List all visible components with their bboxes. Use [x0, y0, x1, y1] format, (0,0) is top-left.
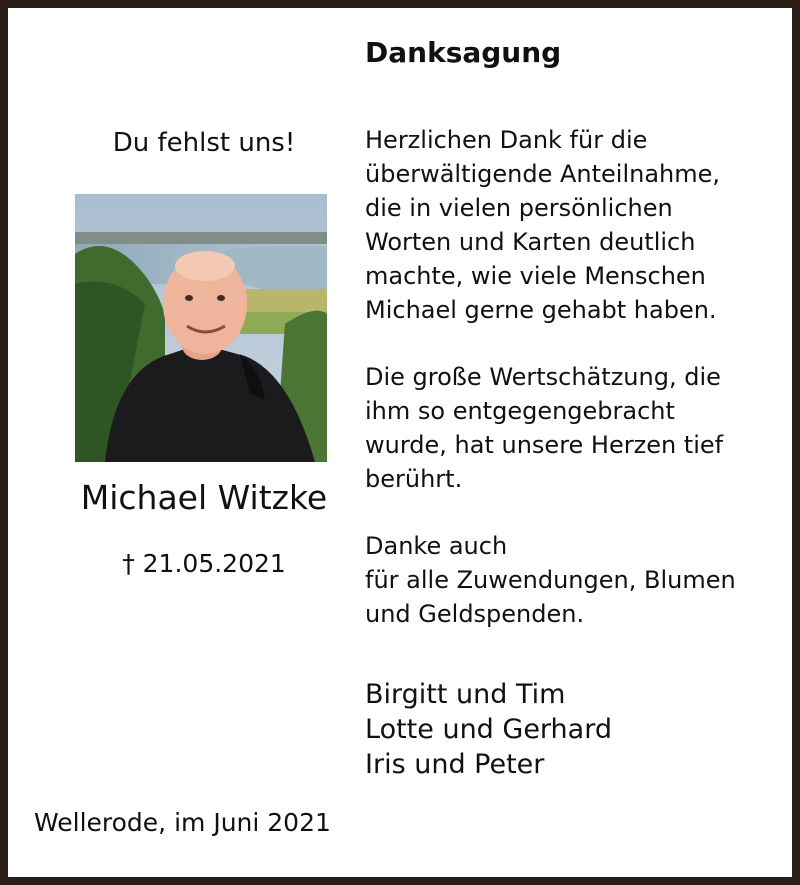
paragraph-donations — [365, 529, 736, 631]
text-line: für alle Zuwendungen, Blumen — [365, 566, 736, 594]
text-line: die in vielen persönlichen — [365, 194, 673, 222]
signature-line: Iris und Peter — [365, 749, 545, 780]
paragraph-appreciation — [365, 360, 723, 496]
place-date: Wellerode, im Juni 2021 — [34, 808, 331, 837]
title: Danksagung — [365, 36, 562, 69]
text-line: wurde, hat unsere Herzen tief — [365, 431, 724, 459]
text-line: und Geldspenden. — [365, 600, 585, 628]
obituary-card — [8, 8, 792, 877]
text-line: Michael gerne gehabt haben. — [365, 296, 717, 324]
text-line: Herzlichen Dank für die — [365, 126, 648, 154]
text-line: Die große Wertschätzung, die — [365, 363, 721, 391]
text-line: Worten und Karten deutlich — [365, 228, 696, 256]
signature-line: Lotte und Gerhard — [365, 714, 612, 745]
paragraph-thanks — [365, 123, 720, 327]
signature-line: Birgitt und Tim — [365, 679, 566, 710]
left-heading: Du fehlst uns! — [112, 128, 296, 158]
text-line: machte, wie viele Menschen — [365, 262, 706, 290]
deceased-name: Michael Witzke — [80, 478, 328, 517]
death-date: † 21.05.2021 — [122, 549, 286, 578]
text-line: berührt. — [365, 465, 463, 493]
text-line: ihm so entgegengebracht — [365, 397, 675, 425]
text-line: überwältigende Anteilnahme, — [365, 160, 721, 188]
text-line: Danke auch — [365, 532, 508, 560]
portrait-photo — [75, 194, 327, 462]
signatures — [365, 677, 612, 782]
